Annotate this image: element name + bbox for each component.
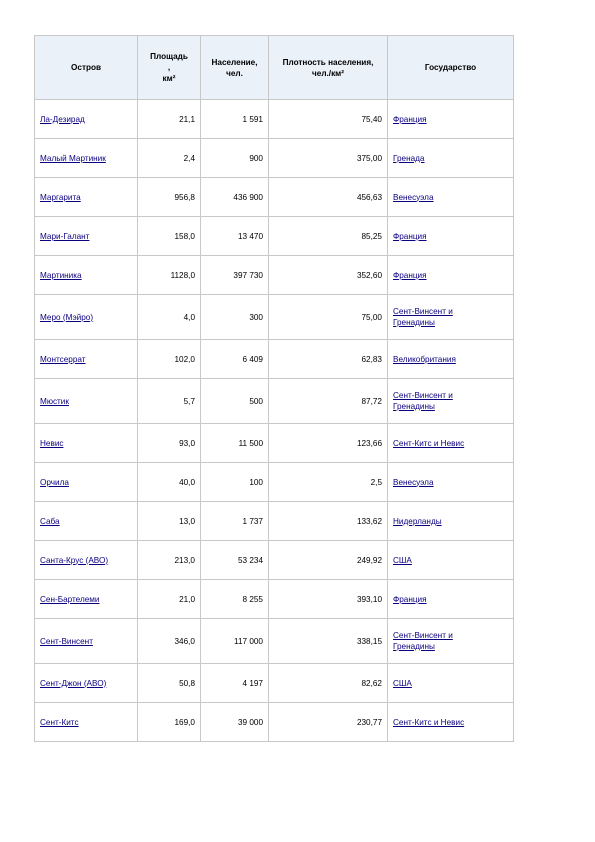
- table-row: [35, 424, 514, 463]
- area-cell: 346,0: [138, 619, 201, 664]
- table-row: [35, 100, 514, 139]
- density-cell: 375,00: [269, 139, 388, 178]
- state-link[interactable]: Великобритания: [393, 354, 456, 364]
- table-row: [35, 619, 514, 664]
- table-row: [35, 463, 514, 502]
- state-link[interactable]: Сент-Винсент и: [393, 307, 453, 316]
- area-cell: 21,1: [138, 100, 201, 139]
- table-header: [35, 36, 514, 100]
- population-cell: 4 197: [201, 664, 269, 703]
- island-cell: [35, 424, 138, 463]
- island-link[interactable]: Саба: [40, 516, 60, 526]
- area-cell: 169,0: [138, 703, 201, 742]
- state-link[interactable]: Сент-Винсент и: [393, 631, 453, 640]
- state-link[interactable]: Гренада: [393, 153, 425, 163]
- density-cell: 352,60: [269, 256, 388, 295]
- area-cell: 21,0: [138, 580, 201, 619]
- density-cell: 393,10: [269, 580, 388, 619]
- state-link[interactable]: Венесуэла: [393, 192, 434, 202]
- table-row: [35, 580, 514, 619]
- island-cell: [35, 217, 138, 256]
- table-row: [35, 379, 514, 424]
- population-cell: 53 234: [201, 541, 269, 580]
- population-cell: 397 730: [201, 256, 269, 295]
- population-cell: 13 470: [201, 217, 269, 256]
- area-cell: 5,7: [138, 379, 201, 424]
- island-cell: [35, 619, 138, 664]
- area-cell: 213,0: [138, 541, 201, 580]
- state-link[interactable]: Сент-Китс и Невис: [393, 717, 465, 727]
- island-link[interactable]: Сент-Джон (АВО): [40, 678, 107, 688]
- state-cell: [388, 139, 514, 178]
- state-link[interactable]: Франция: [393, 114, 427, 124]
- state-link[interactable]: Нидерланды: [393, 516, 442, 526]
- table-row: [35, 664, 514, 703]
- density-cell: 123,66: [269, 424, 388, 463]
- state-cell: [388, 463, 514, 502]
- table-body: [35, 100, 514, 742]
- state-link-line2[interactable]: Гренадины: [393, 642, 435, 651]
- population-cell: 100: [201, 463, 269, 502]
- table-row: [35, 295, 514, 340]
- state-cell: [388, 217, 514, 256]
- density-cell: 75,40: [269, 100, 388, 139]
- state-cell: [388, 340, 514, 379]
- population-cell: 436 900: [201, 178, 269, 217]
- state-cell: [388, 256, 514, 295]
- island-link[interactable]: Невис: [40, 438, 64, 448]
- table-row: [35, 340, 514, 379]
- state-cell: [388, 664, 514, 703]
- density-cell: 2,5: [269, 463, 388, 502]
- islands-table: [34, 35, 514, 742]
- table-row: [35, 178, 514, 217]
- header-area: Площадь , км²: [138, 36, 201, 100]
- population-cell: 500: [201, 379, 269, 424]
- state-link[interactable]: Сент-Винсент и: [393, 391, 453, 400]
- density-cell: 75,00: [269, 295, 388, 340]
- island-link[interactable]: Мари-Галант: [40, 231, 90, 241]
- state-cell: [388, 100, 514, 139]
- header-state: Государство: [388, 36, 514, 100]
- header-island: Остров: [35, 36, 138, 100]
- density-cell: 338,15: [269, 619, 388, 664]
- population-cell: 900: [201, 139, 269, 178]
- island-cell: [35, 100, 138, 139]
- area-cell: 956,8: [138, 178, 201, 217]
- area-cell: 2,4: [138, 139, 201, 178]
- population-cell: 1 737: [201, 502, 269, 541]
- island-cell: [35, 463, 138, 502]
- state-cell: [388, 619, 514, 664]
- island-cell: [35, 379, 138, 424]
- state-link[interactable]: Сент-Китс и Невис: [393, 438, 465, 448]
- island-cell: [35, 502, 138, 541]
- area-cell: 4,0: [138, 295, 201, 340]
- island-link[interactable]: Меро (Мэйро): [40, 312, 94, 322]
- island-cell: [35, 541, 138, 580]
- density-cell: 456,63: [269, 178, 388, 217]
- table-row: [35, 703, 514, 742]
- header-population: Население, чел.: [201, 36, 269, 100]
- population-cell: 39 000: [201, 703, 269, 742]
- header-row: [35, 36, 514, 100]
- state-cell: [388, 379, 514, 424]
- density-cell: 62,83: [269, 340, 388, 379]
- population-cell: 6 409: [201, 340, 269, 379]
- state-cell: [388, 580, 514, 619]
- table-row: [35, 256, 514, 295]
- state-link-line2[interactable]: Гренадины: [393, 318, 435, 327]
- island-link[interactable]: Малый Мартиник: [40, 153, 106, 163]
- header-density: Плотность населения, чел./км²: [269, 36, 388, 100]
- area-cell: 102,0: [138, 340, 201, 379]
- island-cell: [35, 295, 138, 340]
- state-cell: [388, 178, 514, 217]
- island-link[interactable]: Монтсеррат: [40, 354, 86, 364]
- island-cell: [35, 580, 138, 619]
- table-row: [35, 502, 514, 541]
- density-cell: 85,25: [269, 217, 388, 256]
- population-cell: 117 000: [201, 619, 269, 664]
- area-cell: 40,0: [138, 463, 201, 502]
- state-link[interactable]: США: [393, 555, 412, 565]
- island-link[interactable]: Ла-Дезирад: [40, 114, 85, 124]
- area-cell: 158,0: [138, 217, 201, 256]
- island-link[interactable]: Сен-Бартелеми: [40, 594, 100, 604]
- table-row: [35, 139, 514, 178]
- state-cell: [388, 541, 514, 580]
- area-cell: 13,0: [138, 502, 201, 541]
- density-cell: 133,62: [269, 502, 388, 541]
- island-cell: [35, 178, 138, 217]
- table-row: [35, 541, 514, 580]
- density-cell: 249,92: [269, 541, 388, 580]
- island-link[interactable]: Сент-Китс: [40, 717, 79, 727]
- island-link[interactable]: Мартиника: [40, 270, 82, 280]
- island-cell: [35, 256, 138, 295]
- density-cell: 82,62: [269, 664, 388, 703]
- island-cell: [35, 664, 138, 703]
- area-cell: 93,0: [138, 424, 201, 463]
- island-link[interactable]: Мюстик: [40, 396, 69, 406]
- state-link[interactable]: Франция: [393, 270, 427, 280]
- population-cell: 300: [201, 295, 269, 340]
- state-cell: [388, 295, 514, 340]
- table-row: [35, 217, 514, 256]
- state-link[interactable]: Франция: [393, 594, 427, 604]
- area-cell: 50,8: [138, 664, 201, 703]
- island-link[interactable]: Орчила: [40, 477, 69, 487]
- state-link[interactable]: США: [393, 678, 412, 688]
- state-link[interactable]: Франция: [393, 231, 427, 241]
- island-cell: [35, 340, 138, 379]
- population-cell: 11 500: [201, 424, 269, 463]
- population-cell: 1 591: [201, 100, 269, 139]
- density-cell: 87,72: [269, 379, 388, 424]
- state-cell: [388, 424, 514, 463]
- island-cell: [35, 703, 138, 742]
- state-link[interactable]: Венесуэла: [393, 477, 434, 487]
- population-cell: 8 255: [201, 580, 269, 619]
- density-cell: 230,77: [269, 703, 388, 742]
- island-link[interactable]: Сент-Винсент: [40, 636, 93, 646]
- state-cell: [388, 703, 514, 742]
- island-cell: [35, 139, 138, 178]
- state-cell: [388, 502, 514, 541]
- area-cell: 1128,0: [138, 256, 201, 295]
- island-link[interactable]: Маргарита: [40, 192, 81, 202]
- island-link[interactable]: Санта-Крус (АВО): [40, 555, 109, 565]
- state-link-line2[interactable]: Гренадины: [393, 402, 435, 411]
